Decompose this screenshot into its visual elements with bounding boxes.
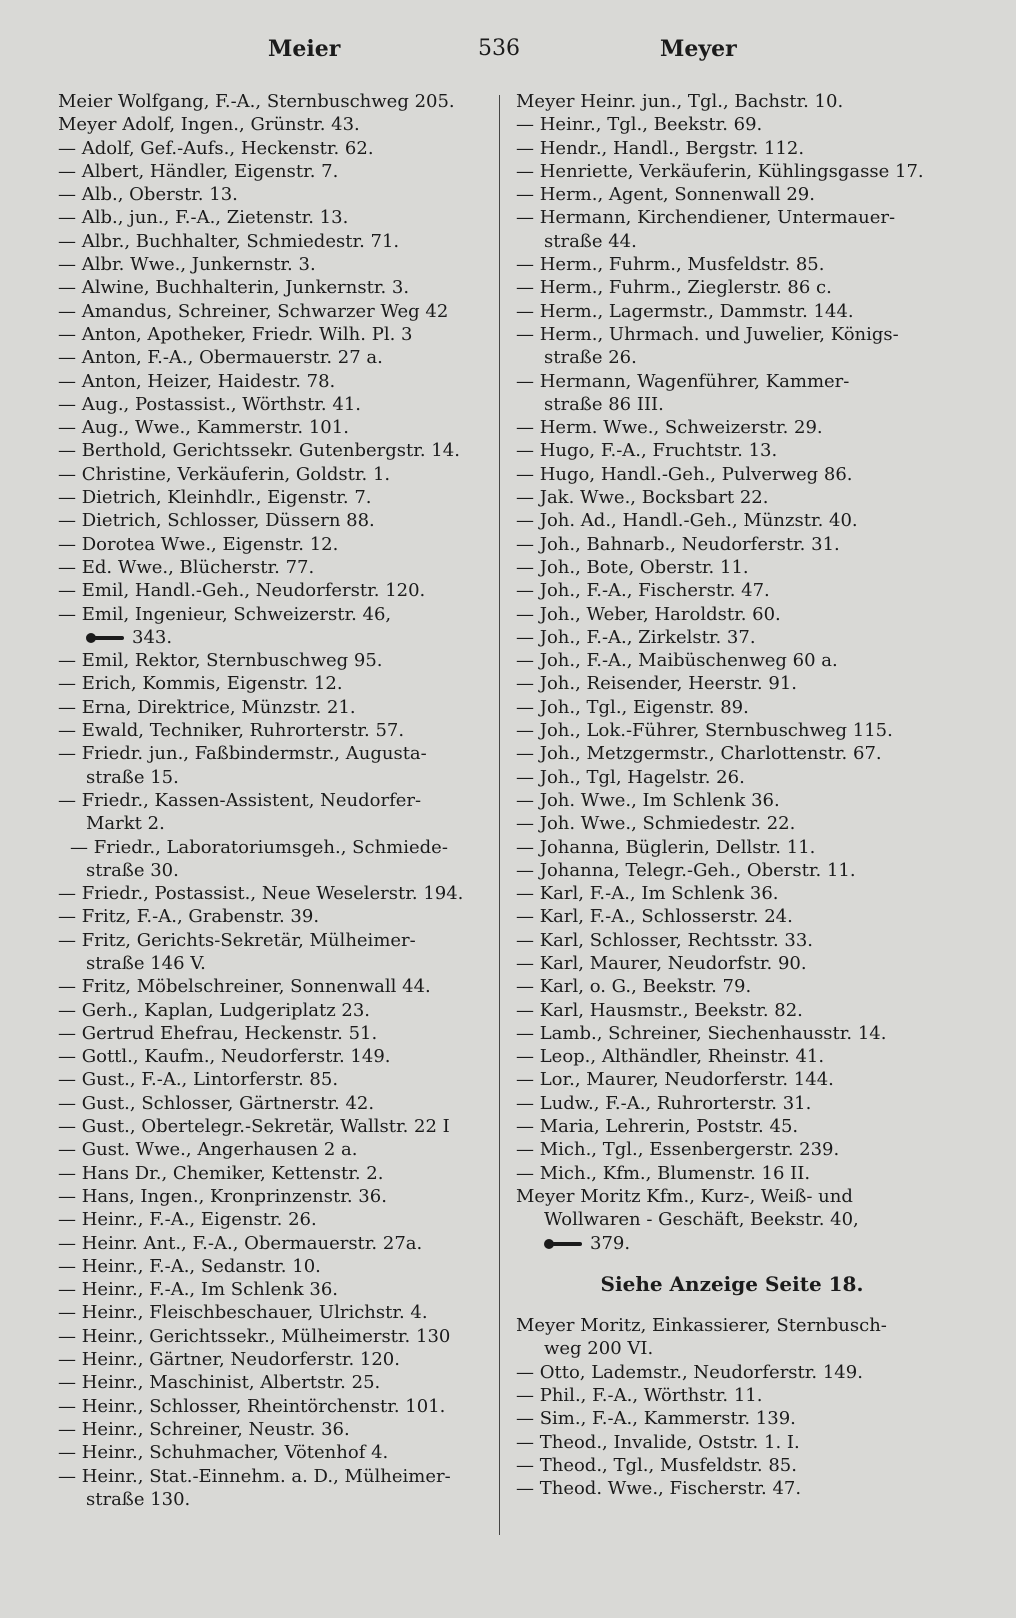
entry-text: — Herm. Wwe., Schweizerstr. 29. xyxy=(516,417,823,439)
advertisement-notice xyxy=(516,1273,948,1296)
directory-entry xyxy=(516,393,948,416)
directory-entry xyxy=(516,672,948,695)
directory-entry xyxy=(516,1477,948,1500)
entry-text: — Joh., Weber, Haroldstr. 60. xyxy=(516,603,781,625)
directory-entry xyxy=(58,649,473,672)
entry-text: Meyer Moritz Kfm., Kurz-, Weiß- und xyxy=(516,1185,853,1207)
entry-text: — Heinr., F.-A., Eigenstr. 26. xyxy=(58,1209,317,1231)
directory-entry xyxy=(516,370,948,393)
page-number: 536 xyxy=(478,36,520,61)
entry-text: — Henriette, Verkäuferin, Kühlingsgasse 17. xyxy=(516,160,924,182)
entry-text: Siehe Anzeige Seite 18. xyxy=(600,1272,864,1296)
entry-text: — Heinr., Schuhmacher, Vötenhof 4. xyxy=(58,1442,389,1464)
telephone-icon xyxy=(86,631,126,645)
entry-text: Meyer Heinr. jun., Tgl., Bachstr. 10. xyxy=(516,91,844,112)
entry-text: — Joh., Bote, Oberstr. 11. xyxy=(516,556,749,578)
entry-text: — Friedr., Kassen-Assistent, Neudorfer- xyxy=(58,789,422,811)
directory-entry xyxy=(58,300,473,323)
entry-text: — Heinr., Gerichtssekr., Mülheimerstr. 130 xyxy=(58,1325,451,1347)
entry-text: — Joh., F.-A., Fischerstr. 47. xyxy=(516,580,770,602)
directory-entry xyxy=(58,509,473,532)
directory-entry xyxy=(516,137,948,160)
entry-text: 379. xyxy=(590,1232,631,1254)
directory-entry xyxy=(58,859,473,882)
entry-text: — Gust., Schlosser, Gärtnerstr. 42. xyxy=(58,1092,375,1114)
entry-text: — Karl, Hausmstr., Beekstr. 82. xyxy=(516,999,803,1021)
directory-entry xyxy=(516,975,948,998)
directory-entry xyxy=(516,789,948,812)
directory-entry xyxy=(516,346,948,369)
directory-entry xyxy=(58,230,473,253)
entry-text: — Alb., jun., F.-A., Zietenstr. 13. xyxy=(58,207,349,229)
entry-text: — Anton, Apotheker, Friedr. Wilh. Pl. 3 xyxy=(58,323,413,345)
entry-text: Meier Wolfgang, F.-A., Sternbuschweg 205. xyxy=(58,91,455,112)
directory-entry xyxy=(58,276,473,299)
entry-text: — Friedr., Laboratoriumsgeh., Schmiede- xyxy=(70,836,448,858)
directory-entry xyxy=(516,556,948,579)
directory-entry xyxy=(58,1185,473,1208)
directory-entry xyxy=(516,533,948,556)
directory-entry xyxy=(516,1431,948,1454)
entry-text: — Otto, Lademstr., Neudorferstr. 149. xyxy=(516,1361,863,1383)
directory-entry xyxy=(58,556,473,579)
directory-entry xyxy=(58,1068,473,1091)
entry-text: — Albr., Buchhalter, Schmiedestr. 71. xyxy=(58,230,400,252)
directory-entry xyxy=(516,579,948,602)
directory-entry xyxy=(58,1255,473,1278)
directory-entry xyxy=(58,975,473,998)
directory-entry xyxy=(516,183,948,206)
directory-entry xyxy=(516,1185,948,1208)
directory-entry xyxy=(58,1301,473,1324)
entry-text: — Ludw., F.-A., Ruhrorterstr. 31. xyxy=(516,1092,812,1114)
directory-entry xyxy=(516,113,948,136)
entry-text: — Heinr., F.-A., Im Schlenk 36. xyxy=(58,1279,339,1301)
entry-text: — Mich., Tgl., Essenbergerstr. 239. xyxy=(516,1139,840,1161)
directory-entry xyxy=(58,1138,473,1161)
directory-entry xyxy=(516,1232,948,1255)
directory-entry xyxy=(516,1138,948,1161)
entry-text: — Karl, o. G., Beekstr. 79. xyxy=(516,976,752,998)
directory-entry xyxy=(58,882,473,905)
entry-text: — Gottl., Kaufm., Neudorferstr. 149. xyxy=(58,1046,391,1068)
directory-entry xyxy=(58,719,473,742)
page-header xyxy=(0,36,1016,70)
directory-entry xyxy=(516,999,948,1022)
entry-text: — Theod., Tgl., Musfeldstr. 85. xyxy=(516,1454,797,1476)
directory-entry xyxy=(58,1465,473,1488)
directory-entry xyxy=(58,789,473,812)
entry-text: — Joh., Tgl, Hagelstr. 26. xyxy=(516,766,745,788)
entry-text: — Dietrich, Schlosser, Düssern 88. xyxy=(58,510,375,532)
directory-entry xyxy=(516,1454,948,1477)
entry-text: — Lor., Maurer, Neudorferstr. 144. xyxy=(516,1069,834,1091)
directory-entry xyxy=(516,463,948,486)
right-column xyxy=(516,90,948,1501)
directory-entry xyxy=(516,1314,948,1337)
entry-text: — Herm., Uhrmach. und Juwelier, Königs- xyxy=(516,323,899,345)
entry-text: — Friedr., Postassist., Neue Weselerstr. 194. xyxy=(58,883,464,905)
directory-entry xyxy=(516,649,948,672)
directory-entry xyxy=(516,1115,948,1138)
left-column xyxy=(58,90,473,1511)
directory-entry xyxy=(58,393,473,416)
directory-entry xyxy=(58,626,473,649)
directory-entry xyxy=(516,1162,948,1185)
entry-text: — Karl, F.-A., Schlosserstr. 24. xyxy=(516,906,793,928)
directory-entry xyxy=(58,1232,473,1255)
entry-text: — Anton, Heizer, Haidestr. 78. xyxy=(58,370,336,392)
directory-entry xyxy=(58,1045,473,1068)
directory-entry xyxy=(58,696,473,719)
header-left-keyword: Meier xyxy=(268,36,341,62)
directory-entry xyxy=(516,1361,948,1384)
entry-text: — Heinr., Schreiner, Neustr. 36. xyxy=(58,1418,350,1440)
directory-entry xyxy=(516,253,948,276)
directory-entry xyxy=(516,486,948,509)
directory-entry xyxy=(58,1115,473,1138)
entry-text: — Karl, Schlosser, Rechtsstr. 33. xyxy=(516,929,814,951)
directory-entry xyxy=(58,1208,473,1231)
entry-text: — Erna, Direktrice, Münzstr. 21. xyxy=(58,696,356,718)
directory-entry xyxy=(516,300,948,323)
entry-text: — Joh., Metzgermstr., Charlottenstr. 67. xyxy=(516,743,882,765)
entry-text: — Joh. Wwe., Im Schlenk 36. xyxy=(516,789,780,811)
entry-text: Wollwaren - Geschäft, Beekstr. 40, xyxy=(544,1209,859,1231)
directory-entry xyxy=(516,766,948,789)
directory-entry xyxy=(516,626,948,649)
directory-entry xyxy=(516,509,948,532)
directory-entry xyxy=(516,952,948,975)
directory-entry xyxy=(58,603,473,626)
entry-text: — Berthold, Gerichtssekr. Gutenbergstr. 14. xyxy=(58,440,460,462)
directory-entry xyxy=(516,276,948,299)
directory-entry xyxy=(58,836,473,859)
directory-entry xyxy=(58,439,473,462)
entry-text: — Herm., Agent, Sonnenwall 29. xyxy=(516,184,815,206)
entry-text: weg 200 VI. xyxy=(544,1338,654,1360)
directory-entry xyxy=(58,416,473,439)
entry-text: straße 146 V. xyxy=(86,952,206,974)
entry-text: — Theod. Wwe., Fischerstr. 47. xyxy=(516,1478,802,1500)
entry-text: straße 44. xyxy=(544,230,637,252)
entry-text: — Lamb., Schreiner, Siechenhausstr. 14. xyxy=(516,1022,887,1044)
header-right-keyword: Meyer xyxy=(660,36,737,62)
directory-entry xyxy=(516,1068,948,1091)
directory-entry xyxy=(516,696,948,719)
directory-entry xyxy=(58,812,473,835)
entry-text: — Joh., Lok.-Führer, Sternbuschweg 115. xyxy=(516,720,893,742)
entry-text: — Heinr. Ant., F.-A., Obermauerstr. 27a. xyxy=(58,1232,423,1254)
directory-entry xyxy=(516,230,948,253)
directory-entry xyxy=(58,1092,473,1115)
entry-text: — Heinr., F.-A., Sedanstr. 10. xyxy=(58,1255,321,1277)
entry-text: — Herm., Fuhrm., Musfeldstr. 85. xyxy=(516,254,825,276)
entry-text: — Gust., F.-A., Lintorferstr. 85. xyxy=(58,1069,339,1091)
directory-entry xyxy=(58,672,473,695)
entry-text: — Heinr., Maschinist, Albertstr. 25. xyxy=(58,1372,381,1394)
directory-entry xyxy=(516,836,948,859)
entry-text: — Maria, Lehrerin, Poststr. 45. xyxy=(516,1116,799,1138)
entry-text: straße 30. xyxy=(86,859,179,881)
entry-text: — Gerh., Kaplan, Ludgeriplatz 23. xyxy=(58,999,371,1021)
entry-text: — Joh. Wwe., Schmiedestr. 22. xyxy=(516,813,796,835)
directory-entry xyxy=(58,929,473,952)
entry-text: — Sim., F.-A., Kammerstr. 139. xyxy=(516,1408,796,1430)
entry-text: 343. xyxy=(132,626,173,648)
directory-entry xyxy=(516,719,948,742)
entry-text: straße 130. xyxy=(86,1488,191,1510)
directory-entry xyxy=(58,370,473,393)
directory-entry xyxy=(516,929,948,952)
entry-text: — Aug., Postassist., Wörthstr. 41. xyxy=(58,393,362,415)
directory-entry xyxy=(58,1348,473,1371)
entry-text: — Heinr., Tgl., Beekstr. 69. xyxy=(516,114,763,136)
entry-text: — Dorotea Wwe., Eigenstr. 12. xyxy=(58,533,339,555)
entry-text: — Gust. Wwe., Angerhausen 2 a. xyxy=(58,1139,358,1161)
directory-entry xyxy=(58,1325,473,1348)
entry-text: — Johanna, Büglerin, Dellstr. 11. xyxy=(516,836,816,858)
entry-text: — Alwine, Buchhalterin, Junkernstr. 3. xyxy=(58,277,410,299)
entry-text: — Karl, F.-A., Im Schlenk 36. xyxy=(516,883,779,905)
entry-text: — Heinr., Stat.-Einnehm. a. D., Mülheimer- xyxy=(58,1465,451,1487)
entry-text: — Fritz, Möbelschreiner, Sonnenwall 44. xyxy=(58,976,431,998)
entry-text: — Herm., Lagermstr., Dammstr. 144. xyxy=(516,300,854,322)
entry-text: — Fritz, F.-A., Grabenstr. 39. xyxy=(58,906,320,928)
entry-text: — Anton, F.-A., Obermauerstr. 27 a. xyxy=(58,347,383,369)
directory-entry xyxy=(516,859,948,882)
entry-text: — Christine, Verkäuferin, Goldstr. 1. xyxy=(58,463,391,485)
entry-text: — Herm., Fuhrm., Zieglerstr. 86 c. xyxy=(516,277,832,299)
entry-text: — Heinr., Fleischbeschauer, Ulrichstr. 4. xyxy=(58,1302,428,1324)
directory-entry xyxy=(58,113,473,136)
directory-entry xyxy=(516,1022,948,1045)
directory-entry xyxy=(516,1092,948,1115)
entry-text: — Hugo, Handl.-Geh., Pulverweg 86. xyxy=(516,463,853,485)
entry-text: — Mich., Kfm., Blumenstr. 16 II. xyxy=(516,1162,811,1184)
entry-text: — Ed. Wwe., Blücherstr. 77. xyxy=(58,556,315,578)
entry-text: — Heinr., Schlosser, Rheintörchenstr. 101. xyxy=(58,1395,446,1417)
entry-text: — Hans, Ingen., Kronprinzenstr. 36. xyxy=(58,1185,387,1207)
entry-text: — Theod., Invalide, Oststr. 1. I. xyxy=(516,1431,800,1453)
directory-entry xyxy=(516,742,948,765)
entry-text: — Fritz, Gerichts-Sekretär, Mülheimer- xyxy=(58,929,416,951)
directory-entry xyxy=(58,1395,473,1418)
entry-text: — Joh., F.-A., Maibüschenweg 60 a. xyxy=(516,650,838,672)
directory-entry xyxy=(58,253,473,276)
entry-text: straße 86 III. xyxy=(544,393,664,415)
directory-entry xyxy=(58,1371,473,1394)
directory-entry xyxy=(58,1488,473,1511)
entry-text: — Emil, Handl.-Geh., Neudorferstr. 120. xyxy=(58,580,426,602)
entry-text: — Karl, Maurer, Neudorfstr. 90. xyxy=(516,952,807,974)
entry-text: — Emil, Rektor, Sternbuschweg 95. xyxy=(58,650,383,672)
directory-entry xyxy=(516,1045,948,1068)
entry-text: — Aug., Wwe., Kammerstr. 101. xyxy=(58,417,349,439)
entry-text: — Joh., Reisender, Heerstr. 91. xyxy=(516,673,797,695)
entry-text: — Joh., F.-A., Zirkelstr. 37. xyxy=(516,626,756,648)
entry-text: — Gust., Obertelegr.-Sekretär, Wallstr. 22 I xyxy=(58,1116,450,1138)
directory-entry xyxy=(58,183,473,206)
entry-text: Markt 2. xyxy=(86,813,165,835)
directory-entry xyxy=(58,742,473,765)
directory-entry xyxy=(58,533,473,556)
entry-text: — Amandus, Schreiner, Schwarzer Weg 42 xyxy=(58,300,449,322)
directory-entry xyxy=(516,603,948,626)
directory-entry xyxy=(58,463,473,486)
directory-entry xyxy=(516,1337,948,1360)
column-divider xyxy=(499,95,500,1535)
entry-text: — Leop., Althändler, Rheinstr. 41. xyxy=(516,1046,825,1068)
directory-entry xyxy=(58,1418,473,1441)
entry-text: — Hendr., Handl., Bergstr. 112. xyxy=(516,137,805,159)
entry-text: — Phil., F.-A., Wörthstr. 11. xyxy=(516,1385,763,1407)
entry-text: Meyer Moritz, Einkassierer, Sternbusch- xyxy=(516,1315,887,1337)
directory-entry xyxy=(516,882,948,905)
entry-text: — Jak. Wwe., Bocksbart 22. xyxy=(516,487,769,509)
directory-entry xyxy=(516,1407,948,1430)
directory-entry xyxy=(58,346,473,369)
entry-text: straße 26. xyxy=(544,347,637,369)
directory-entry xyxy=(516,812,948,835)
telephone-icon xyxy=(544,1237,584,1251)
directory-entry xyxy=(58,206,473,229)
entry-text: — Joh. Ad., Handl.-Geh., Münzstr. 40. xyxy=(516,510,858,532)
directory-entry xyxy=(58,1022,473,1045)
directory-entry xyxy=(58,160,473,183)
entry-text: Meyer Adolf, Ingen., Grünstr. 43. xyxy=(58,114,360,136)
entry-text: — Hugo, F.-A., Fruchtstr. 13. xyxy=(516,440,778,462)
directory-entry xyxy=(58,486,473,509)
entry-text: straße 15. xyxy=(86,766,179,788)
entry-text: — Ewald, Techniker, Ruhrorterstr. 57. xyxy=(58,720,405,742)
directory-entry xyxy=(516,439,948,462)
entry-text: — Albert, Händler, Eigenstr. 7. xyxy=(58,160,339,182)
directory-entry xyxy=(58,1278,473,1301)
directory-entry xyxy=(58,1441,473,1464)
directory-entry xyxy=(58,766,473,789)
directory-entry xyxy=(516,1384,948,1407)
entry-text: — Joh., Tgl., Eigenstr. 89. xyxy=(516,696,749,718)
entry-text: — Gertrud Ehefrau, Heckenstr. 51. xyxy=(58,1022,378,1044)
entry-text: — Adolf, Gef.-Aufs., Heckenstr. 62. xyxy=(58,137,374,159)
entry-text: — Dietrich, Kleinhdlr., Eigenstr. 7. xyxy=(58,487,372,509)
directory-entry xyxy=(516,206,948,229)
entry-text: — Hermann, Wagenführer, Kammer- xyxy=(516,370,850,392)
directory-entry xyxy=(58,999,473,1022)
directory-entry xyxy=(516,416,948,439)
directory-entry xyxy=(516,1208,948,1231)
entry-text: — Heinr., Gärtner, Neudorferstr. 120. xyxy=(58,1349,400,1371)
entry-text: — Hans Dr., Chemiker, Kettenstr. 2. xyxy=(58,1162,384,1184)
directory-entry xyxy=(516,323,948,346)
entry-text: — Alb., Oberstr. 13. xyxy=(58,184,238,206)
entry-text: — Friedr. jun., Faßbindermstr., Augusta- xyxy=(58,743,427,765)
directory-entry xyxy=(58,137,473,160)
entry-text: — Johanna, Telegr.-Geh., Oberstr. 11. xyxy=(516,859,856,881)
directory-entry xyxy=(58,1162,473,1185)
directory-entry xyxy=(58,952,473,975)
directory-entry xyxy=(516,90,948,113)
directory-entry xyxy=(58,323,473,346)
entry-text: — Joh., Bahnarb., Neudorferstr. 31. xyxy=(516,533,840,555)
directory-entry xyxy=(58,90,473,113)
directory-entry xyxy=(58,579,473,602)
entry-text: — Erich, Kommis, Eigenstr. 12. xyxy=(58,673,343,695)
entry-text: — Albr. Wwe., Junkernstr. 3. xyxy=(58,254,316,276)
directory-entry xyxy=(516,905,948,928)
entry-text: — Hermann, Kirchendiener, Untermauer- xyxy=(516,207,896,229)
directory-entry xyxy=(516,160,948,183)
directory-entry xyxy=(58,905,473,928)
entry-text: — Emil, Ingenieur, Schweizerstr. 46, xyxy=(58,603,392,625)
